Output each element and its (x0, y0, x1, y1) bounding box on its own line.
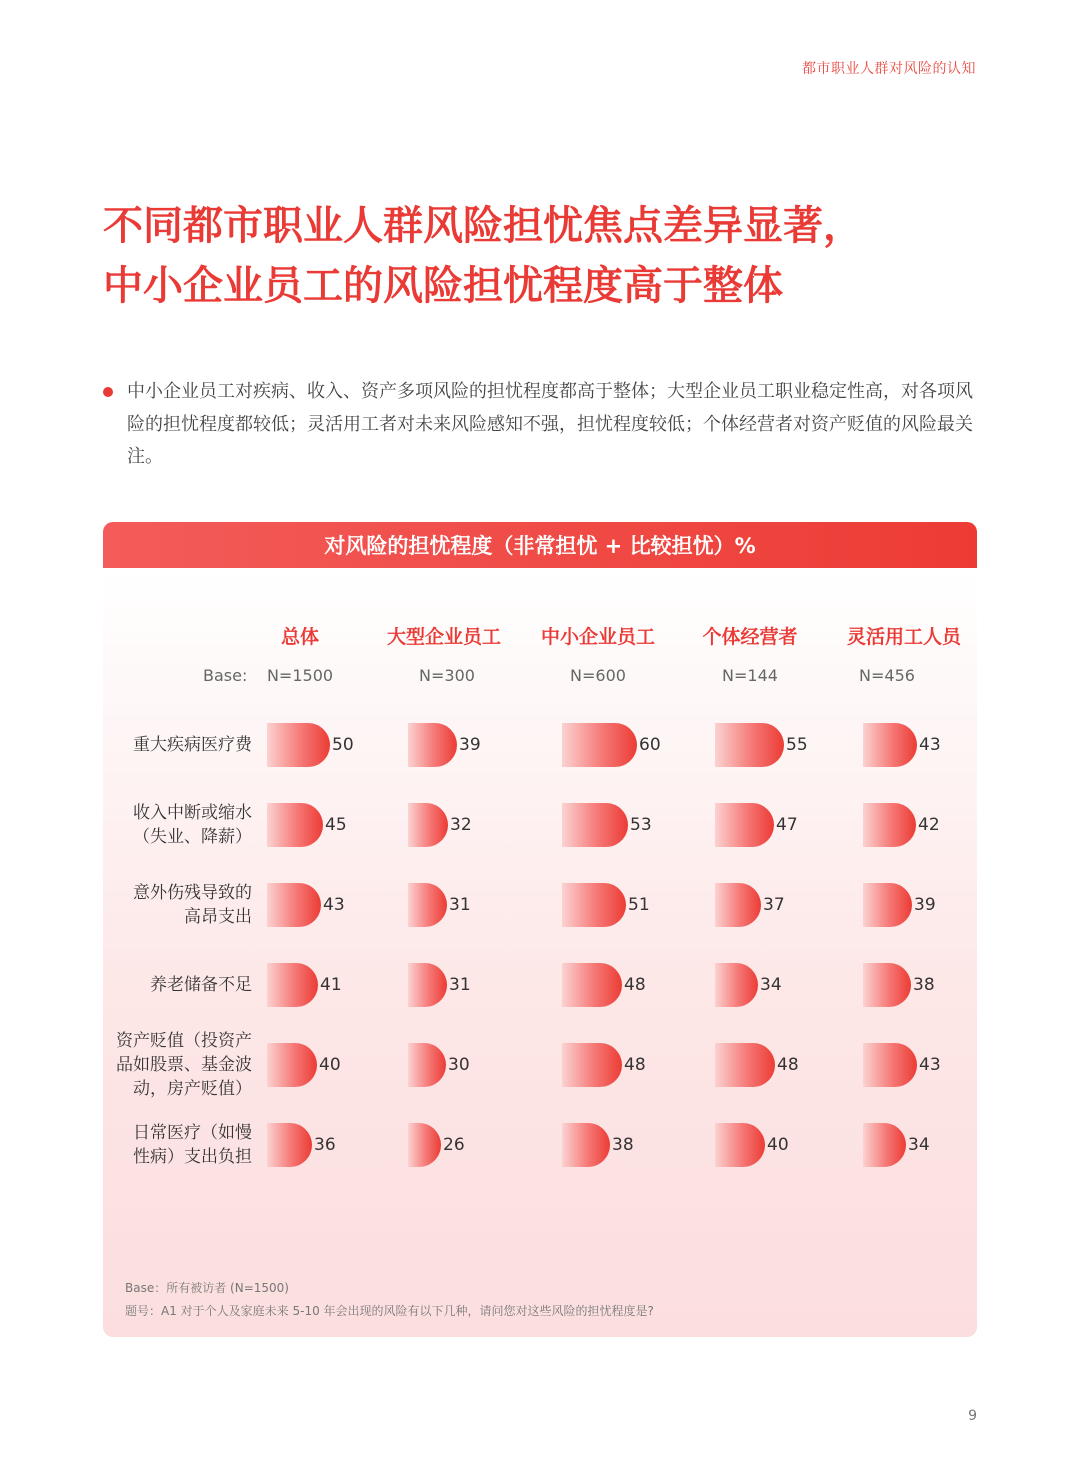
row-label (82, 1029, 252, 1101)
data-label: 48 (624, 975, 646, 995)
row-label (82, 801, 252, 849)
row-label-line: 品如股票、基金波 (116, 1055, 252, 1075)
bar (715, 963, 758, 1007)
group-base: N=144 (722, 666, 778, 685)
row-label-line: 资产贬值（投资产 (116, 1031, 252, 1051)
row-label (82, 733, 252, 757)
group-base: N=456 (859, 666, 915, 685)
row-label-line: （失业、降薪） (133, 827, 252, 847)
title-line-1: 不同都市职业人群风险担忧焦点差异显著， (103, 203, 863, 249)
data-label: 39 (914, 895, 936, 915)
data-label: 39 (459, 735, 481, 755)
data-label: 36 (314, 1135, 336, 1155)
data-label: 42 (918, 815, 940, 835)
data-label: 34 (760, 975, 782, 995)
row-label-line: 动，房产贬值） (133, 1079, 252, 1099)
bullet-dot-icon (103, 387, 113, 397)
data-label: 48 (777, 1055, 799, 1075)
data-label: 55 (786, 735, 808, 755)
bar (863, 1043, 917, 1087)
bar (715, 723, 784, 767)
bar (863, 963, 911, 1007)
base-note: Base：所有被访者 (N=1500) (125, 1281, 289, 1295)
data-label: 31 (449, 975, 471, 995)
bar (562, 1043, 622, 1087)
row-label-line: 重大疾病医疗费 (133, 735, 252, 755)
group-header: 中小企业员工 (540, 626, 655, 648)
title-line-2: 中小企业员工的风险担忧程度高于整体 (103, 263, 783, 309)
data-label: 43 (323, 895, 345, 915)
data-label: 45 (325, 815, 347, 835)
row-label-line: 高昂支出 (184, 907, 252, 927)
row-label-line: 意外伤残导致的 (133, 883, 252, 903)
data-label: 51 (628, 895, 650, 915)
group-header: 灵活用工人员 (846, 626, 961, 648)
data-label: 43 (919, 735, 941, 755)
bar (267, 803, 323, 847)
data-label: 47 (776, 815, 798, 835)
bar (715, 1123, 765, 1167)
bar (863, 883, 912, 927)
bar (562, 1123, 610, 1167)
summary-bullet (103, 376, 979, 474)
data-label: 50 (332, 735, 354, 755)
row-label-line: 日常医疗（如慢 (133, 1123, 252, 1143)
data-label: 34 (908, 1135, 930, 1155)
group-base: N=600 (570, 666, 626, 685)
data-label: 41 (320, 975, 342, 995)
bar (863, 1123, 906, 1167)
group-base: N=1500 (266, 666, 334, 685)
page-number: 9 (968, 1408, 977, 1424)
bar (562, 803, 628, 847)
data-label: 30 (448, 1055, 470, 1075)
bar (562, 963, 622, 1007)
question-note: 题号：A1 对于个人及家庭未来 5-10 年会出现的风险有以下几种，请问您对这些风险的担忧程度是? (125, 1304, 654, 1318)
section-label: 都市职业人群对风险的认知 (802, 61, 976, 77)
data-label: 43 (919, 1055, 941, 1075)
bar (267, 1043, 317, 1087)
row-label (82, 1121, 252, 1169)
row-label-line: 性病）支出负担 (133, 1147, 252, 1167)
bar (267, 883, 321, 927)
row-label-line: 养老储备不足 (150, 975, 252, 995)
data-label: 38 (913, 975, 935, 995)
data-label: 40 (319, 1055, 341, 1075)
chart-title-banner (103, 522, 977, 568)
bar (715, 803, 774, 847)
data-label: 60 (639, 735, 661, 755)
data-label: 40 (767, 1135, 789, 1155)
bar (715, 1043, 775, 1087)
bar (408, 723, 457, 767)
row-label-line: 收入中断或缩水 (133, 803, 252, 823)
bar (863, 803, 916, 847)
data-label: 31 (449, 895, 471, 915)
row-label (82, 881, 252, 929)
group-header: 大型企业员工 (386, 626, 501, 648)
bar (267, 723, 330, 767)
group-header: 个体经营者 (702, 626, 798, 648)
bar (267, 963, 318, 1007)
data-label: 26 (443, 1135, 465, 1155)
data-label: 32 (450, 815, 472, 835)
group-header: 总体 (280, 626, 319, 648)
row-label (82, 973, 252, 997)
bar (715, 883, 761, 927)
group-base: N=300 (419, 666, 475, 685)
bar (863, 723, 917, 767)
bar (562, 723, 637, 767)
data-label: 38 (612, 1135, 634, 1155)
summary-text: 中小企业员工对疾病、收入、资产多项风险的担忧程度都高于整体；大型企业员工职业稳定性高，对各项风险的担忧程度都较低；灵活用工者对未来风险感知不强，担忧程度较低；个体经营者对资产贬值的风险最关注。 (127, 381, 973, 467)
bar (562, 883, 626, 927)
data-label: 37 (763, 895, 785, 915)
chart-title: 对风险的担忧程度（非常担忧 + 比较担忧）% (324, 534, 756, 558)
page-title (103, 196, 983, 316)
bar (267, 1123, 312, 1167)
base-label: Base: (203, 666, 248, 685)
data-label: 53 (630, 815, 652, 835)
data-label: 48 (624, 1055, 646, 1075)
